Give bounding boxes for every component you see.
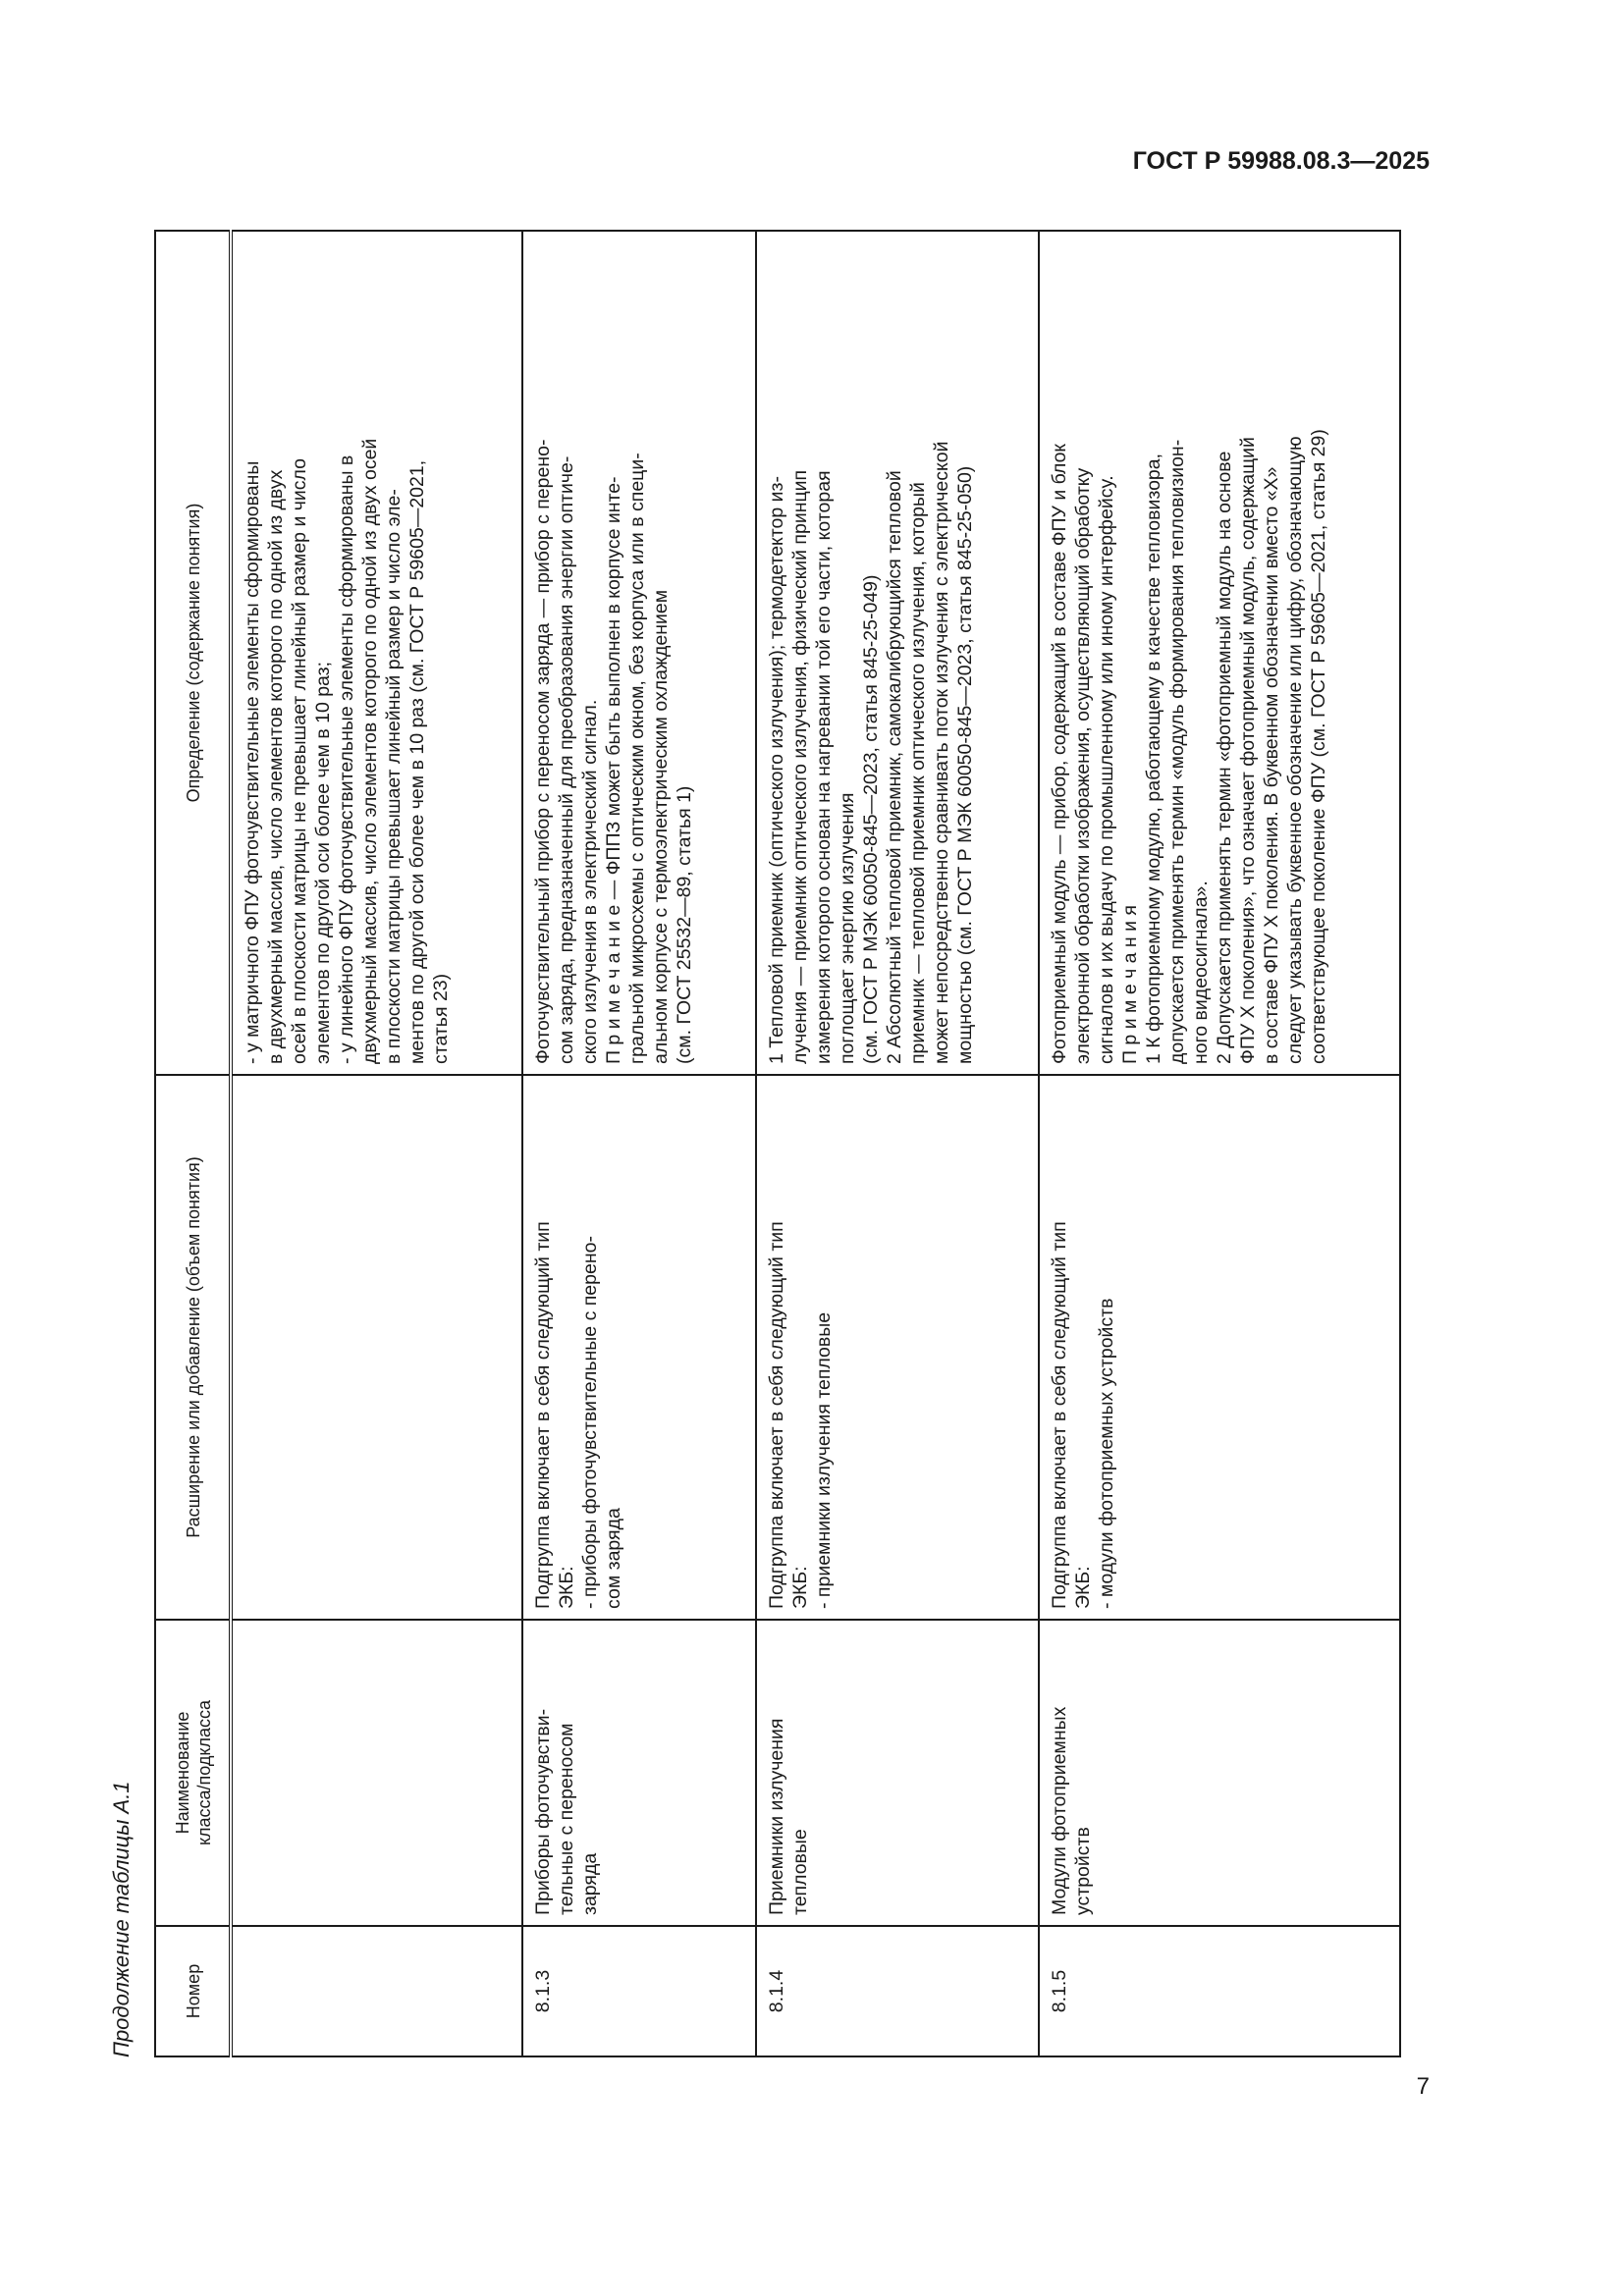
definition-line: сом заряда, предназначенный для преобразования энергии оптиче- <box>556 455 577 1064</box>
name-line: тельные с переносом <box>556 1723 577 1915</box>
table-row <box>522 231 756 2056</box>
standard-code: ГОСТ Р 59988.08.3—2025 <box>1132 147 1430 175</box>
table-row <box>756 231 1039 2056</box>
definition-line: (см. ГОСТ Р МЭК 60050-845—2023, статья 845-25-049) <box>860 574 882 1064</box>
row-name-cell <box>522 1620 756 1926</box>
name-line: Приемники излучения <box>766 1718 787 1915</box>
page-number: 7 <box>1416 2073 1430 2100</box>
definition-line: (см. ГОСТ 25532—89, статья 1) <box>674 785 695 1064</box>
extension-line: ЭКБ: <box>789 1566 811 1609</box>
row-number-cell: 8.1.3 <box>522 1926 756 2056</box>
row-definition-cell <box>1039 231 1400 1075</box>
definition-line: 1 Тепловой приемник (оптического излучения); термодетектор из- <box>766 476 787 1064</box>
definition-line: приемник — тепловой приемник оптического излучения, который <box>907 482 929 1064</box>
definitions-table <box>154 230 1401 2057</box>
column-header-number: Номер <box>155 1926 231 2056</box>
definition-line: ментов по другой оси более чем в 10 раз (см. ГОСТ Р 59605—2021, <box>406 459 428 1064</box>
definition-line: гральной микросхемы с оптическим окном, без корпуса или в специ- <box>626 453 648 1064</box>
row-definition-cell <box>231 231 522 1075</box>
definition-line: ского излучения в электрический сигнал. <box>579 699 601 1064</box>
definition-line: поглощает энергию излучения <box>837 792 858 1064</box>
column-header-name: Наименование класса/подкласса <box>155 1620 231 1926</box>
definition-line: 2 Абсолютный тепловой приемник, самокалибрующийся тепловой <box>884 470 905 1064</box>
definition-line: альном корпусе с термоэлектрическим охлаждением <box>650 589 672 1064</box>
definition-line: электронной обработки изображения, осуществляющий обработку <box>1072 467 1094 1064</box>
definition-line: в составе ФПУ X поколения. В буквенном обозначении вместо «X» <box>1261 466 1282 1064</box>
row-extension-cell <box>1039 1075 1400 1620</box>
column-header-definition: Определение (содержание понятия) <box>155 231 231 1075</box>
name-line: тепловые <box>789 1829 811 1915</box>
rotated-table-block <box>105 232 1401 2057</box>
definition-line: - у матричного ФПУ фоточувствительные элементы сформированы <box>242 460 263 1064</box>
row-definition-cell <box>756 231 1039 1075</box>
table-header-row <box>155 231 231 2056</box>
definition-line: статья 23) <box>430 973 452 1064</box>
definition-line: лучения — приемник оптического излучения, физический принцип <box>789 469 811 1064</box>
table-row <box>231 231 522 2056</box>
extension-line: Подгруппа включает в себя следующий тип <box>532 1221 554 1609</box>
name-line: заряда <box>579 1852 601 1915</box>
definition-line: мощностью (см. ГОСТ Р МЭК 60050-845—2023, статья 845-25-050) <box>954 465 976 1064</box>
definition-line: в двухмерный массив, число элементов которого по одной из двух <box>265 469 287 1064</box>
definition-line: допускается применять термин «модуль формирования тепловизион- <box>1166 439 1188 1064</box>
name-line: устройств <box>1072 1827 1094 1915</box>
definition-line: осей в плоскости матрицы не превышает линейный размер и число <box>289 457 310 1064</box>
row-name-cell <box>756 1620 1039 1926</box>
extension-line: - приборы фоточувствительные с перено- <box>579 1236 601 1609</box>
row-extension-cell <box>231 1075 522 1620</box>
row-name-cell <box>1039 1620 1400 1926</box>
row-definition-cell <box>522 231 756 1075</box>
column-header-extension: Расширение или добавление (объем понятия) <box>155 1075 231 1620</box>
extension-line: ЭКБ: <box>556 1566 577 1609</box>
definition-line: ФПУ X поколения», что означает фотоприемный модуль, содержащий <box>1237 437 1259 1064</box>
definition-line: Фоточувствительный прибор с переносом заряда — прибор с перено- <box>532 439 554 1064</box>
extension-line: - модули фотоприемных устройств <box>1096 1298 1117 1609</box>
name-line: Модули фотоприемных <box>1049 1706 1070 1915</box>
row-extension-cell <box>522 1075 756 1620</box>
name-line: Приборы фоточувстви- <box>532 1708 554 1915</box>
row-extension-cell <box>756 1075 1039 1620</box>
definition-line: измерения которого основан на нагревании той его части, которая <box>813 470 835 1064</box>
row-number-cell: 8.1.5 <box>1039 1926 1400 2056</box>
row-number-cell <box>231 1926 522 2056</box>
definition-line: 1 К фотоприемному модулю, работающему в качестве тепловизора, <box>1143 453 1164 1064</box>
definition-line: в плоскости матрицы превышает линейный размер и число эле- <box>383 489 405 1064</box>
definition-line: Фотоприемный модуль — прибор, содержащий в составе ФПУ и блок <box>1049 444 1070 1064</box>
definition-line: - у линейного ФПУ фоточувствительные элементы сформированы в <box>336 454 357 1064</box>
definition-line: сигналов и их выдачу по промышленному или иному интерфейсу. <box>1096 475 1117 1064</box>
row-number-cell: 8.1.4 <box>756 1926 1039 2056</box>
extension-line: ЭКБ: <box>1072 1566 1094 1609</box>
extension-line: сом заряда <box>603 1508 624 1609</box>
definition-line: 2 Допускается применять термин «фотоприемный модуль на основе <box>1214 451 1235 1064</box>
definition-line: П р и м е ч а н и е — ФППЗ может быть выполнен в корпусе инте- <box>603 476 624 1064</box>
extension-line: - приемники излучения тепловые <box>813 1311 835 1609</box>
definition-line: следует указывать буквенное обозначение или цифру, обозначающую <box>1284 436 1306 1064</box>
extension-line: Подгруппа включает в себя следующий тип <box>766 1221 787 1609</box>
definition-line: может непосредственно сравнивать поток излучения с электрической <box>931 441 952 1064</box>
table-caption: Продолжение таблицы А.1 <box>109 1781 134 2057</box>
definition-line: П р и м е ч а н и я <box>1119 905 1141 1064</box>
row-name-cell <box>231 1620 522 1926</box>
definition-line: соответствующее поколение ФПУ (см. ГОСТ Р 59605—2021, статья 29) <box>1308 429 1329 1064</box>
definition-line: ного видеосигнала». <box>1190 881 1212 1064</box>
definition-line: элементов по другой оси более чем в 10 раз; <box>312 661 334 1064</box>
extension-line: Подгруппа включает в себя следующий тип <box>1049 1221 1070 1609</box>
table-row <box>1039 231 1400 2056</box>
definition-line: двухмерный массив, число элементов которого по одной из двух осей <box>359 438 381 1064</box>
